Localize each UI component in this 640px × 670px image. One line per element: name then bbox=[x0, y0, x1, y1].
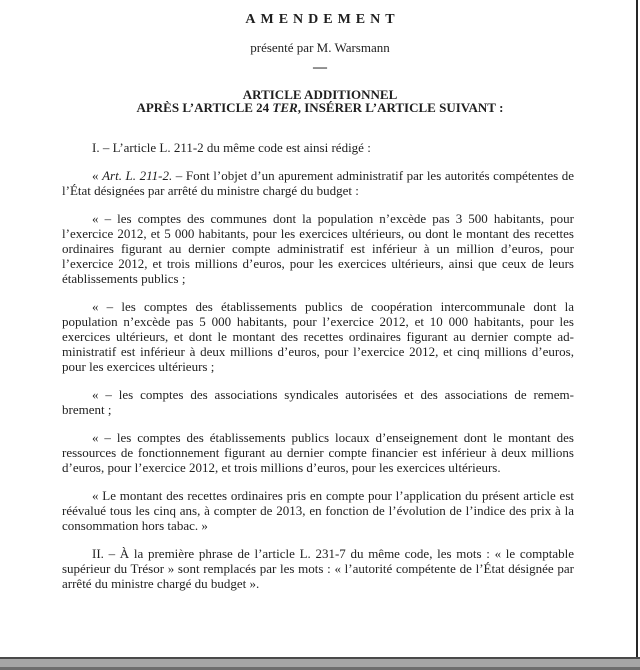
presenter-line: présenté par M. Warsmann bbox=[250, 40, 390, 55]
body-paragraph: II. – À la première phrase de l’article L. 231-7 du même code, les mots : « le comptable supérieur du Trésor » sont remplacés par les mots : « l’autorité compétente de l’État désignée par arrêté du ministre chargé du budget ». bbox=[62, 546, 574, 591]
body-paragraph: « Art. L. 211-2. – Font l’objet d’un apurement administratif par les autorités compétentes de l’État désignées par arrêté du ministre chargé du budget : bbox=[62, 168, 574, 198]
document-title: AMENDEMENT bbox=[245, 12, 400, 27]
window-bottom-edge bbox=[0, 657, 640, 670]
document-header bbox=[0, 12, 640, 114]
body-paragraph: « – les comptes des établissements publics de coopération intercommunale dont la population n’excède pas 5 000 habitants, pour l’exercice 2012, et 10 000 habitants, pour les exercices ultérieurs, et dont le montant des recettes ordinaires figurant au dernier compte administratif est inférieur à deux millions d’euros, pour l’exercice 2012, et cinq millions d’euros, pour les exercices ultérieurs ; bbox=[62, 299, 574, 374]
article-heading bbox=[30, 88, 610, 114]
heading-line1: ARTICLE ADDITIONNEL bbox=[242, 87, 398, 102]
separator-dash: — bbox=[313, 60, 327, 75]
body-paragraph: « – les comptes des communes dont la population n’excède pas 3 500 habitants, pour l’exercice 2012, et 5 000 habitants, pour les exercices ultérieurs, ou dont le montant des recettes ordinaires figurant au dernier compte administratif est inférieur à un million d’euros, pour l’exercice 2012, et trois millions d’euros, pour les exercices ultérieurs, ainsi que ceux de leurs établissements publics ; bbox=[62, 211, 574, 286]
body-paragraph: « – les comptes des associations syndicales autorisées et des associations de remembrement ; bbox=[62, 387, 574, 417]
heading-line2: APRÈS L’ARTICLE 24 TER, INSÉRER L’ARTICLE SUIVANT : bbox=[136, 100, 504, 115]
page-right-border bbox=[636, 0, 638, 657]
body-paragraph: « Le montant des recettes ordinaires pris en compte pour l’application du présent article est réévalué tous les cinq ans, à compter de 2013, en fonction de l’évolution de l’indice des prix à la consommation hors tabac. » bbox=[62, 488, 574, 533]
document-body bbox=[62, 140, 574, 591]
body-paragraph: « – les comptes des établissements publics locaux d’enseignement dont le montant des ressources de fonctionnement figurant au dernier compte financier est inférieur à deux millions d’euros, pour l’exercice 2012, et trois millions d’euros, pour les exercices ultérieurs. bbox=[62, 430, 574, 475]
body-paragraph: I. – L’article L. 211-2 du même code est ainsi rédigé : bbox=[92, 140, 371, 155]
